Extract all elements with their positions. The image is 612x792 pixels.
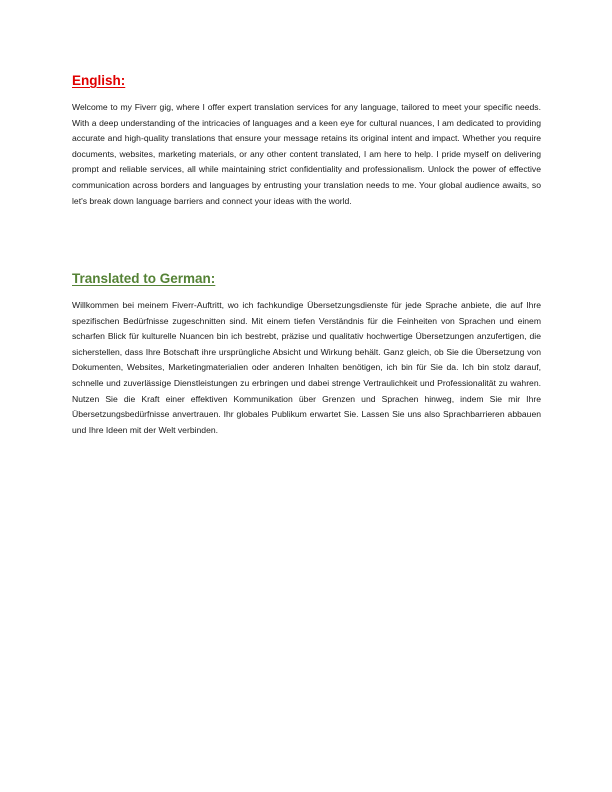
german-paragraph: Willkommen bei meinem Fiverr-Auftritt, wo ich fachkundige Übersetzungsdienste für jede Sprache anbiete, die auf Ihre spezifischen Bedürfnisse zugeschnitten sind. Mit einem tiefen Verständnis für die Feinheiten von Sprachen und einem scharfen Blick für kulturelle Nuancen bin ich bestrebt, präzise und qualitativ hochwertige Übersetzungen anzufertigen, die sicherstellen, dass Ihre Botschaft ihre ursprüngliche Absicht und Wirkung behält. Ganz gleich, ob Sie die Übersetzung von Dokumenten, Websites, Marketingmaterialien oder anderen Inhalten benötigen, ich bin für Sie da. Ich bin stolz darauf, schnelle und zuverlässige Dienstleistungen zu erbringen und dabei strenge Vertraulichkeit und Professionalität zu wahren. Nutzen Sie die Kraft einer effektiven Kommunikation über Grenzen und Sprachen hinweg, indem Sie mir Ihre Übersetzungsbedürfnisse anvertrauen. Ihr globales Publikum erwartet Sie. Lassen Sie uns also Sprachbarrieren abbauen und Ihre Ideen mit der Welt verbinden. [72,300,541,435]
german-section [72,270,541,438]
english-paragraph: Welcome to my Fiverr gig, where I offer expert translation services for any language, tailored to meet your specific needs. With a deep understanding of the intricacies of languages and a keen eye for cultural nuances, I am dedicated to providing accurate and high-quality translations that ensure your message retains its original intent and impact. Whether you require documents, websites, marketing materials, or any other content translated, I am here to help. I pride myself on delivering prompt and reliable services, all while maintaining strict confidentiality and professionalism. Unlock the power of effective communication across borders and languages by entrusting your translation needs to me. Your global audience awaits, so let's break down language barriers and connect your ideas with the world. [72,102,541,206]
english-section [72,72,541,209]
english-heading: English: [72,73,126,88]
german-heading: Translated to German: [72,271,216,286]
